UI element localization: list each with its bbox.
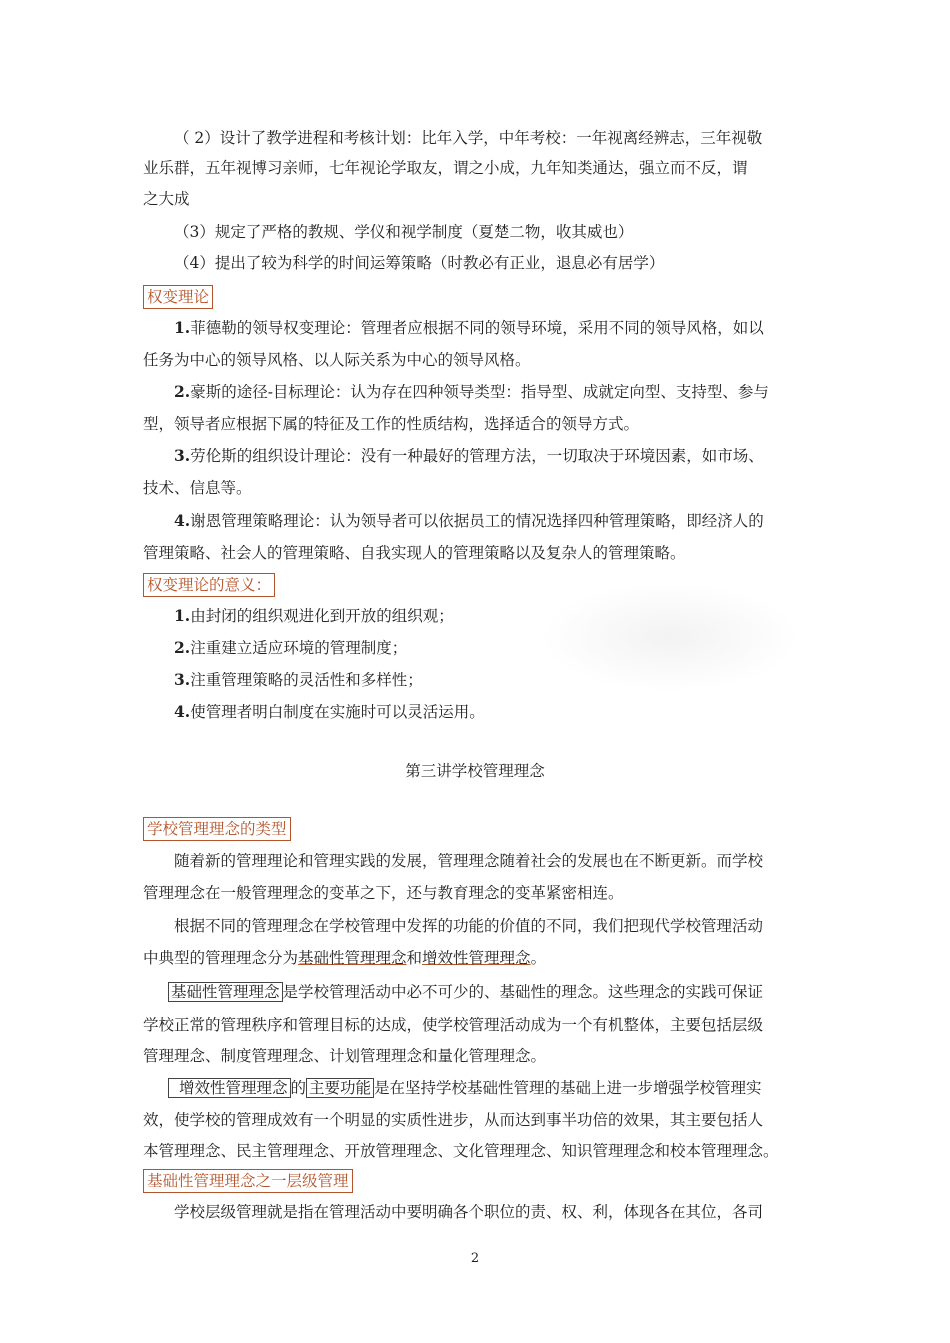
types-p3-line-3: 管理理念、制度管理理念、计划管理理念和量化管理理念。 bbox=[143, 1047, 547, 1065]
types-p4-rest: 是在坚持学校基础性管理的基础上进一步增强学校管理实 bbox=[374, 1079, 762, 1097]
contingency-p2-text: 豪斯的途径-目标理论：认为存在四种领导类型：指导型、成就定向型、支持型、参与 bbox=[190, 383, 769, 401]
contingency-heading: 权变理论 bbox=[143, 285, 213, 309]
significance-item-1-num: 1. bbox=[174, 606, 191, 625]
types-p4-de: 的 bbox=[290, 1079, 307, 1097]
contingency-p2-line-2: 型，领导者应根据下属的特征及工作的性质结构，选择适合的领导方式。 bbox=[143, 415, 640, 433]
item-2-line-3: 之大成 bbox=[143, 190, 190, 208]
contingency-p1-line-1 bbox=[174, 318, 764, 338]
types-p1-line-2: 管理理念在一般管理理念的变革之下，还与教育理念的变革紧密相连。 bbox=[143, 884, 624, 902]
item-4: （4）提出了较为科学的时间运筹策略（时教必有正业，退息必有居学） bbox=[174, 254, 665, 272]
significance-item-2 bbox=[174, 638, 407, 658]
significance-item-1-text: 由封闭的组织观进化到开放的组织观； bbox=[190, 607, 454, 625]
page-number: 2 bbox=[470, 1251, 480, 1266]
contingency-p1-text: 菲德勒的领导权变理论：管理者应根据不同的领导环境，采用不同的领导风格，如以 bbox=[190, 319, 764, 337]
contingency-p4-num: 4. bbox=[174, 511, 191, 530]
significance-item-4-num: 4. bbox=[174, 702, 191, 721]
types-p2-line-2 bbox=[143, 948, 546, 968]
efficiency-concept-term: 增效性管理理念 bbox=[422, 949, 531, 967]
significance-item-2-num: 2. bbox=[174, 638, 191, 657]
contingency-p3-line-1 bbox=[174, 446, 764, 466]
types-p4-line-1 bbox=[168, 1078, 762, 1098]
types-p2-and: 和 bbox=[406, 949, 423, 967]
types-p3-line-2: 学校正常的管理秩序和管理目标的达成，使学校管理活动成为一个有机整体，主要包括层级 bbox=[143, 1016, 764, 1034]
item-2-line-1: （ 2）设计了教学进程和考核计划：比年入学，中年考校：一年视离经辨志，三年视敬 bbox=[174, 129, 763, 147]
significance-item-3-num: 3. bbox=[174, 670, 191, 689]
contingency-p4-line-1 bbox=[174, 511, 764, 531]
contingency-p1-line-2: 任务为中心的领导风格、以人际关系为中心的领导风格。 bbox=[143, 351, 531, 369]
hierarchy-heading: 基础性管理理念之一层级管理 bbox=[143, 1169, 353, 1193]
significance-item-4 bbox=[174, 702, 485, 722]
lecture-title: 第三讲学校管理理念 bbox=[405, 762, 545, 780]
significance-item-2-text: 注重建立适应环境的管理制度； bbox=[190, 639, 408, 657]
item-3: （3）规定了严格的教规、学仪和视学制度（夏楚二物，收其威也） bbox=[174, 223, 634, 241]
types-p2-prefix: 中典型的管理理念分为 bbox=[143, 949, 299, 967]
basic-concept-term: 基础性管理理念 bbox=[298, 949, 407, 967]
significance-item-1 bbox=[174, 606, 454, 626]
significance-heading: 权变理论的意义： bbox=[143, 573, 275, 597]
contingency-p3-text: 劳伦斯的组织设计理论：没有一种最好的管理方法，一切取决于环境因素，如市场、 bbox=[190, 447, 764, 465]
contingency-p1-num: 1. bbox=[174, 318, 191, 337]
types-p4-line-2: 效，使学校的管理成效有一个明显的实质性进步，从而达到事半功倍的效果，其主要包括人 bbox=[143, 1111, 764, 1129]
types-p1-line-1: 随着新的管理理论和管理实践的发展，管理理念随着社会的发展也在不断更新。而学校 bbox=[174, 852, 764, 870]
contingency-p2-line-1 bbox=[174, 382, 769, 402]
scan-smudge bbox=[540, 582, 800, 692]
significance-item-3 bbox=[174, 670, 423, 690]
efficiency-concept-box: 增效性管理理念 bbox=[168, 1078, 291, 1098]
contingency-p4-line-2: 管理策略、社会人的管理策略、自我实现人的管理策略以及复杂人的管理策略。 bbox=[143, 544, 686, 562]
significance-item-4-text: 使管理者明白制度在实施时可以灵活运用。 bbox=[190, 703, 485, 721]
contingency-p3-line-2: 技术、信息等。 bbox=[143, 479, 252, 497]
types-heading: 学校管理理念的类型 bbox=[143, 817, 291, 841]
contingency-p2-num: 2. bbox=[174, 382, 191, 401]
basic-concept-box: 基础性管理理念 bbox=[168, 982, 283, 1002]
contingency-p4-text: 谢恩管理策略理论：认为领导者可以依据员工的情况选择四种管理策略，即经济人的 bbox=[190, 512, 764, 530]
types-p2-line-1: 根据不同的管理理念在学校管理中发挥的功能的价值的不同，我们把现代学校管理活动 bbox=[174, 917, 764, 935]
main-function-box: 主要功能 bbox=[306, 1078, 374, 1098]
types-p2-end: 。 bbox=[530, 949, 547, 967]
types-p3-line-1 bbox=[168, 982, 763, 1002]
significance-item-3-text: 注重管理策略的灵活性和多样性； bbox=[190, 671, 423, 689]
types-p3-rest: 是学校管理活动中必不可少的、基础性的理念。这些理念的实践可保证 bbox=[282, 983, 764, 1001]
types-p4-line-3: 本管理理念、民主管理理念、开放管理理念、文化管理理念、知识管理理念和校本管理理念。 bbox=[143, 1142, 779, 1160]
hierarchy-p1: 学校层级管理就是指在管理活动中要明确各个职位的责、权、利，体现各在其位，各司 bbox=[174, 1203, 764, 1221]
item-2-line-2: 业乐群，五年视博习亲师，七年视论学取友，谓之小成，九年知类通达，强立而不反，谓 bbox=[143, 159, 748, 177]
contingency-p3-num: 3. bbox=[174, 446, 191, 465]
